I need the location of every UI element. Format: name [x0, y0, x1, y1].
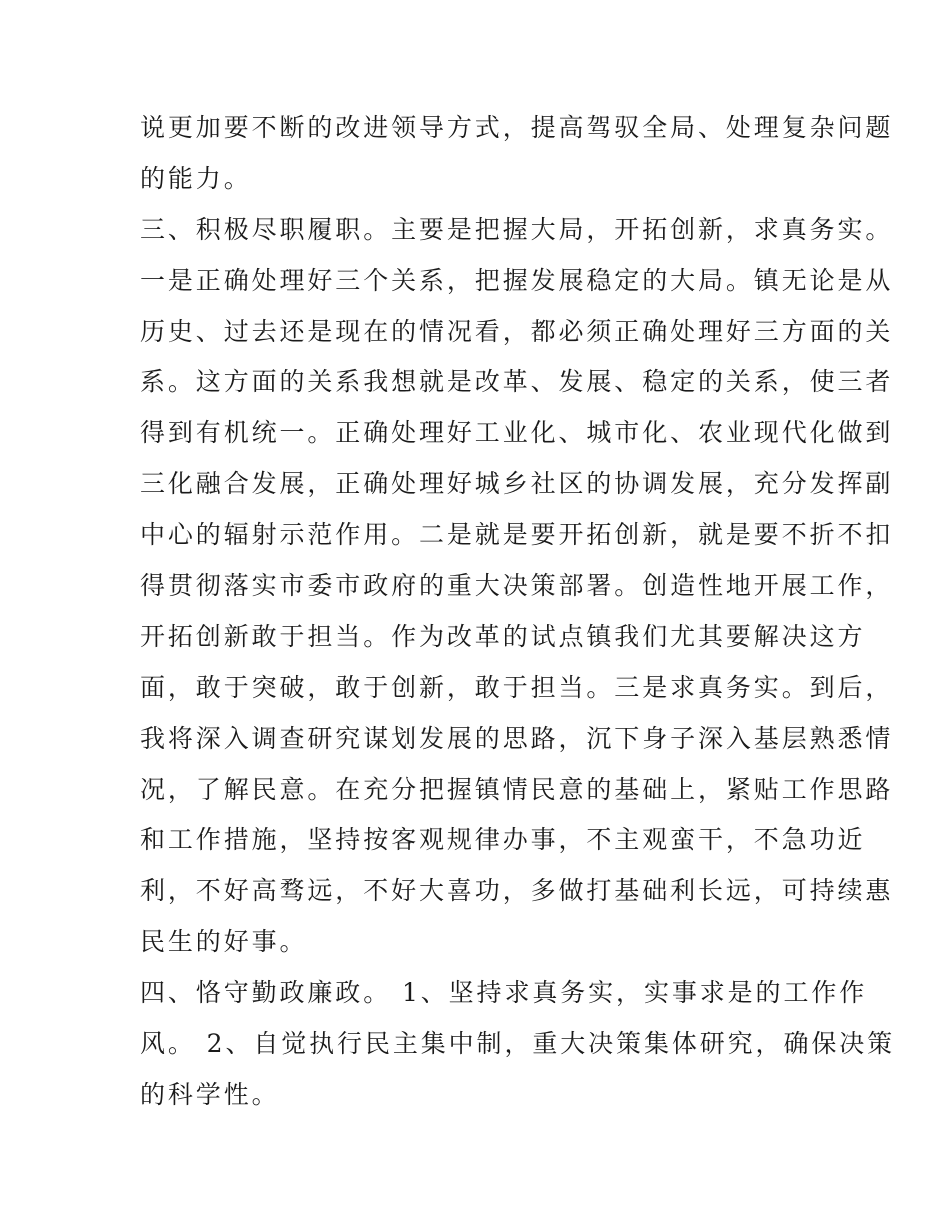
text-line: 一是正确处理好三个关系，把握发展稳定的大局。镇无论是从 — [140, 265, 894, 295]
text-line: 系。这方面的关系我想就是改革、发展、稳定的关系，使三者 — [140, 367, 894, 397]
text-line: 得贯彻落实市委市政府的重大决策部署。创造性地开展工作， — [140, 571, 894, 601]
text-line: 况，了解民意。在充分把握镇情民意的基础上，紧贴工作思路 — [140, 774, 894, 804]
text-line: 历史、过去还是现在的情况看，都必须正确处理好三方面的关 — [140, 316, 894, 346]
document-body — [140, 103, 896, 1121]
text-line: 得到有机统一。正确处理好工业化、城市化、农业现代化做到 — [140, 418, 894, 448]
text-line: 说更加要不断的改进领导方式，提高驾驭全局、处理复杂问题 — [140, 113, 894, 142]
section-heading-line: 三、积极尽职履职。主要是把握大局，开拓创新，求真务实。 — [140, 214, 894, 244]
text-line: 的科学性。 — [140, 1079, 280, 1109]
text-line: 中心的辐射示范作用。二是就是要开拓创新，就是要不折不扣 — [140, 520, 894, 550]
text-line: 风。 2、自觉执行民主集中制，重大决策集体研究，确保决策 — [140, 1029, 896, 1059]
text-line: 三化融合发展，正确处理好城乡社区的协调发展，充分发挥副 — [140, 469, 894, 499]
text-line: 民生的好事。 — [140, 927, 308, 957]
text-line: 和工作措施，坚持按客观规律办事，不主观蛮干，不急功近 — [140, 825, 866, 855]
text-line: 我将深入调查研究谋划发展的思路，沉下身子深入基层熟悉情 — [140, 723, 894, 753]
text-line: 开拓创新敢于担当。作为改革的试点镇我们尤其要解决这方 — [140, 621, 866, 651]
text-line: 面，敢于突破，敢于创新，敢于担当。三是求真务实。到后， — [140, 672, 894, 702]
text-line: 的能力。 — [140, 163, 252, 193]
section-heading-line: 四、恪守勤政廉政。 1、坚持求真务实，实事求是的工作作 — [140, 978, 868, 1008]
text-line: 利，不好高骛远，不好大喜功，多做打基础利长远，可持续惠 — [140, 876, 894, 906]
